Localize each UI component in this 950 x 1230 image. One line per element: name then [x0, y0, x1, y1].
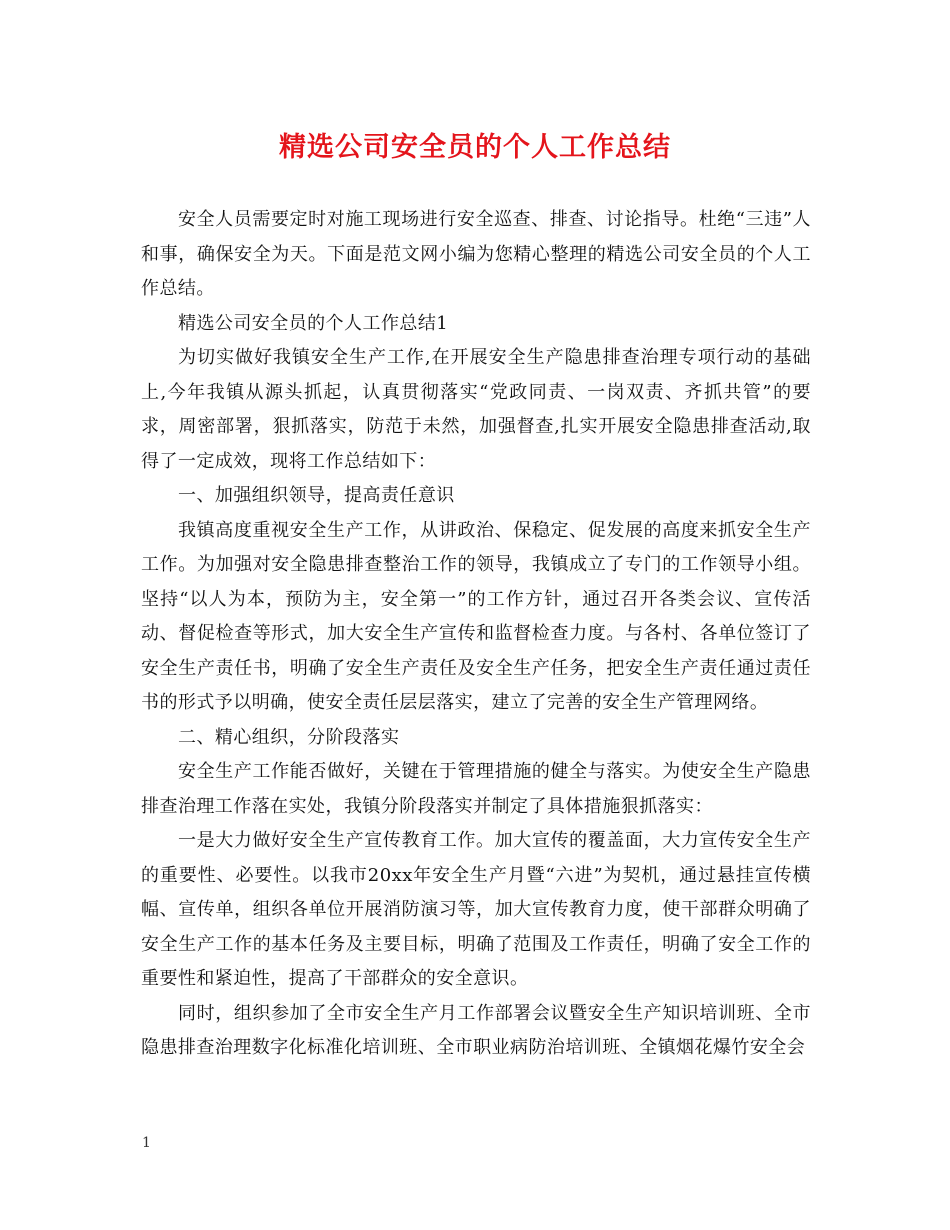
body-paragraph: 安全生产工作能否做好，关键在于管理措施的健全与落实。为使安全生产隐患排查治理工作落在实处，我镇分阶段落实并制定了具体措施狠抓落实：	[141, 761, 811, 817]
body-paragraph: 同时，组织参加了全市安全生产月工作部署会议暨安全生产知识培训班、全市隐患排查治理数字化标准化培训班、全市职业病防治培训班、全镇烟花爆竹安全会	[141, 1002, 811, 1058]
subsection-heading: 二、精心组织，分阶段落实	[178, 726, 400, 748]
body-paragraph: 我镇高度重视安全生产工作，从讲政治、保稳定、促发展的高度来抓安全生产工作。为加强对安全隐患排查整治工作的领导，我镇成立了专门的工作领导小组。坚持“以人为本，预防为主，安全第一”的工作方针，通过召开各类会议、宣传活动、督促检查等形式，加大安全生产宣传和监督检查力度。与各村、各单位签订了安全生产责任书，明确了安全生产责任及安全生产任务，把安全生产责任通过责任书的形式予以明确，使安全责任层层落实，建立了完善的安全生产管理网络。	[141, 519, 811, 713]
body-paragraph: 为切实做好我镇安全生产工作,在开展安全生产隐患排查治理专项行动的基础上,今年我镇从源头抓起，认真贯彻落实“党政同责、一岗双责、齐抓共管”的要求，周密部署，狠抓落实，防范于未然，加强督查,扎实开展安全隐患排查活动,取得了一定成效，现将工作总结如下：	[141, 347, 811, 472]
page-number: 1	[142, 1135, 151, 1151]
body-paragraph: 一是大力做好安全生产宣传教育工作。加大宣传的覆盖面，大力宣传安全生产的重要性、必要性。以我市20xx年安全生产月暨“六进”为契机，通过悬挂宣传横幅、宣传单，组织各单位开展消防演习等，加大宣传教育力度，使干部群众明确了安全生产工作的基本任务及主要目标，明确了范围及工作责任，明确了安全工作的重要性和紧迫性，提高了干部群众的安全意识。	[141, 830, 811, 989]
document-body	[141, 203, 811, 1066]
subsection-heading: 一、加强组织领导，提高责任意识	[178, 485, 455, 506]
intro-paragraph: 安全人员需要定时对施工现场进行安全巡查、排查、讨论指导。杜绝“三违”人和事，确保安全为天。下面是范文网小编为您精心整理的精选公司安全员的个人工作总结。	[141, 209, 811, 299]
section-heading: 精选公司安全员的个人工作总结1	[178, 312, 449, 334]
document-title: 精选公司安全员的个人工作总结	[279, 132, 671, 163]
